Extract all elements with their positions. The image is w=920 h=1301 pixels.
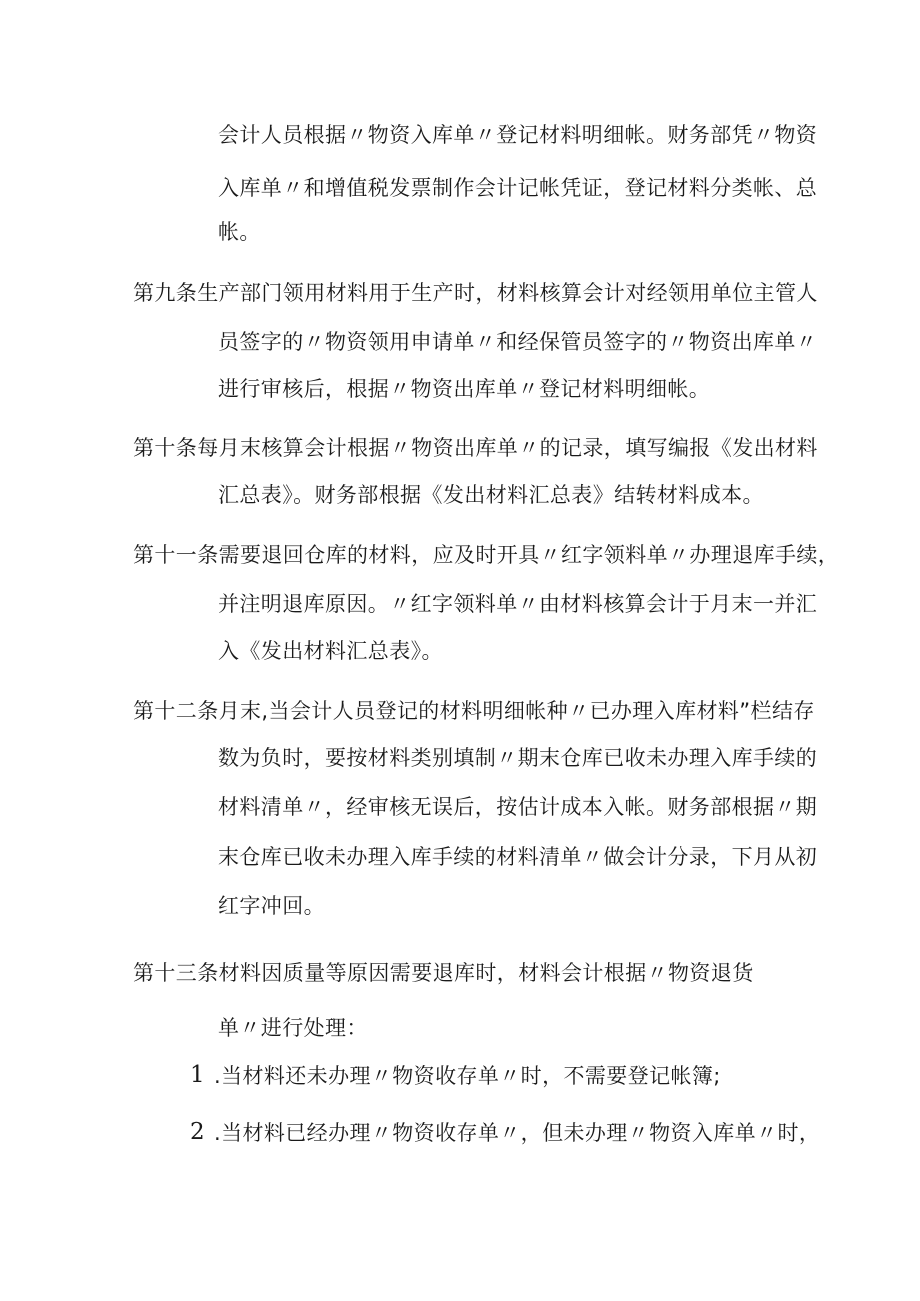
paragraph-line: 会计人员根据〃物资入库单〃登记材料明细帐。财务部凭〃物资: [218, 123, 818, 147]
article-10-line: 汇总表》。财务部根据《发出材料汇总表》结转材料成本。: [218, 483, 764, 507]
article-11-line: 并注明退库原因。〃红字领料单〃由材料核算会计于月末一并汇: [218, 592, 818, 616]
list-item-text: .当材料还未办理〃物资收存单〃时，不需要登记帐簿;: [214, 1064, 721, 1088]
article-13-line: 单〃进行处理：: [218, 1016, 368, 1040]
article-12-line: 红字冲回。: [218, 894, 325, 918]
article-11-line: 第十一条需要退回仓库的材料，应及时开具〃红字领料单〃办理退库手续，: [133, 543, 840, 567]
paragraph-line: 入库单〃和增值税发票制作会计记帐凭证，登记材料分类帐、总: [218, 176, 818, 200]
article-10-line: 第十条每月末核算会计根据〃物资出库单〃的记录，填写编报《发出材料: [133, 436, 818, 460]
article-11-line: 入《发出材料汇总表》。: [218, 639, 443, 663]
article-9-line: 第九条生产部门领用材料用于生产时，材料核算会计对经领用单位主管人: [133, 281, 818, 305]
article-9-line: 进行审核后，根据〃物资出库单〃登记材料明细帐。: [218, 377, 711, 401]
article-12-line: 数为负时，要按材料类别填制〃期末仓库已收未办理入库手续的: [218, 746, 818, 770]
article-13-line: 第十三条材料因质量等原因需要退库时，材料会计根据〃物资退货: [133, 961, 754, 985]
article-12-line: 第十二条月末,当会计人员登记的材料明细帐种〃已办理入库材料”栏结存: [133, 699, 815, 723]
list-item-number: 1: [190, 1062, 205, 1088]
article-12-line: 材料清单〃，经审核无误后，按估计成本入帐。财务部根据〃期: [218, 795, 818, 819]
list-item-number: 2: [190, 1119, 205, 1145]
paragraph-line: 帐。: [218, 220, 261, 244]
list-item-text: .当材料已经办理〃物资收存单〃，但未办理〃物资入库单〃时，: [214, 1121, 821, 1145]
article-9-line: 员签字的〃物资领用申请单〃和经保管员签字的〃物资出库单〃: [218, 330, 818, 354]
article-12-line: 末仓库已收未办理入库手续的材料清单〃做会计分录，下月从初: [218, 845, 818, 869]
